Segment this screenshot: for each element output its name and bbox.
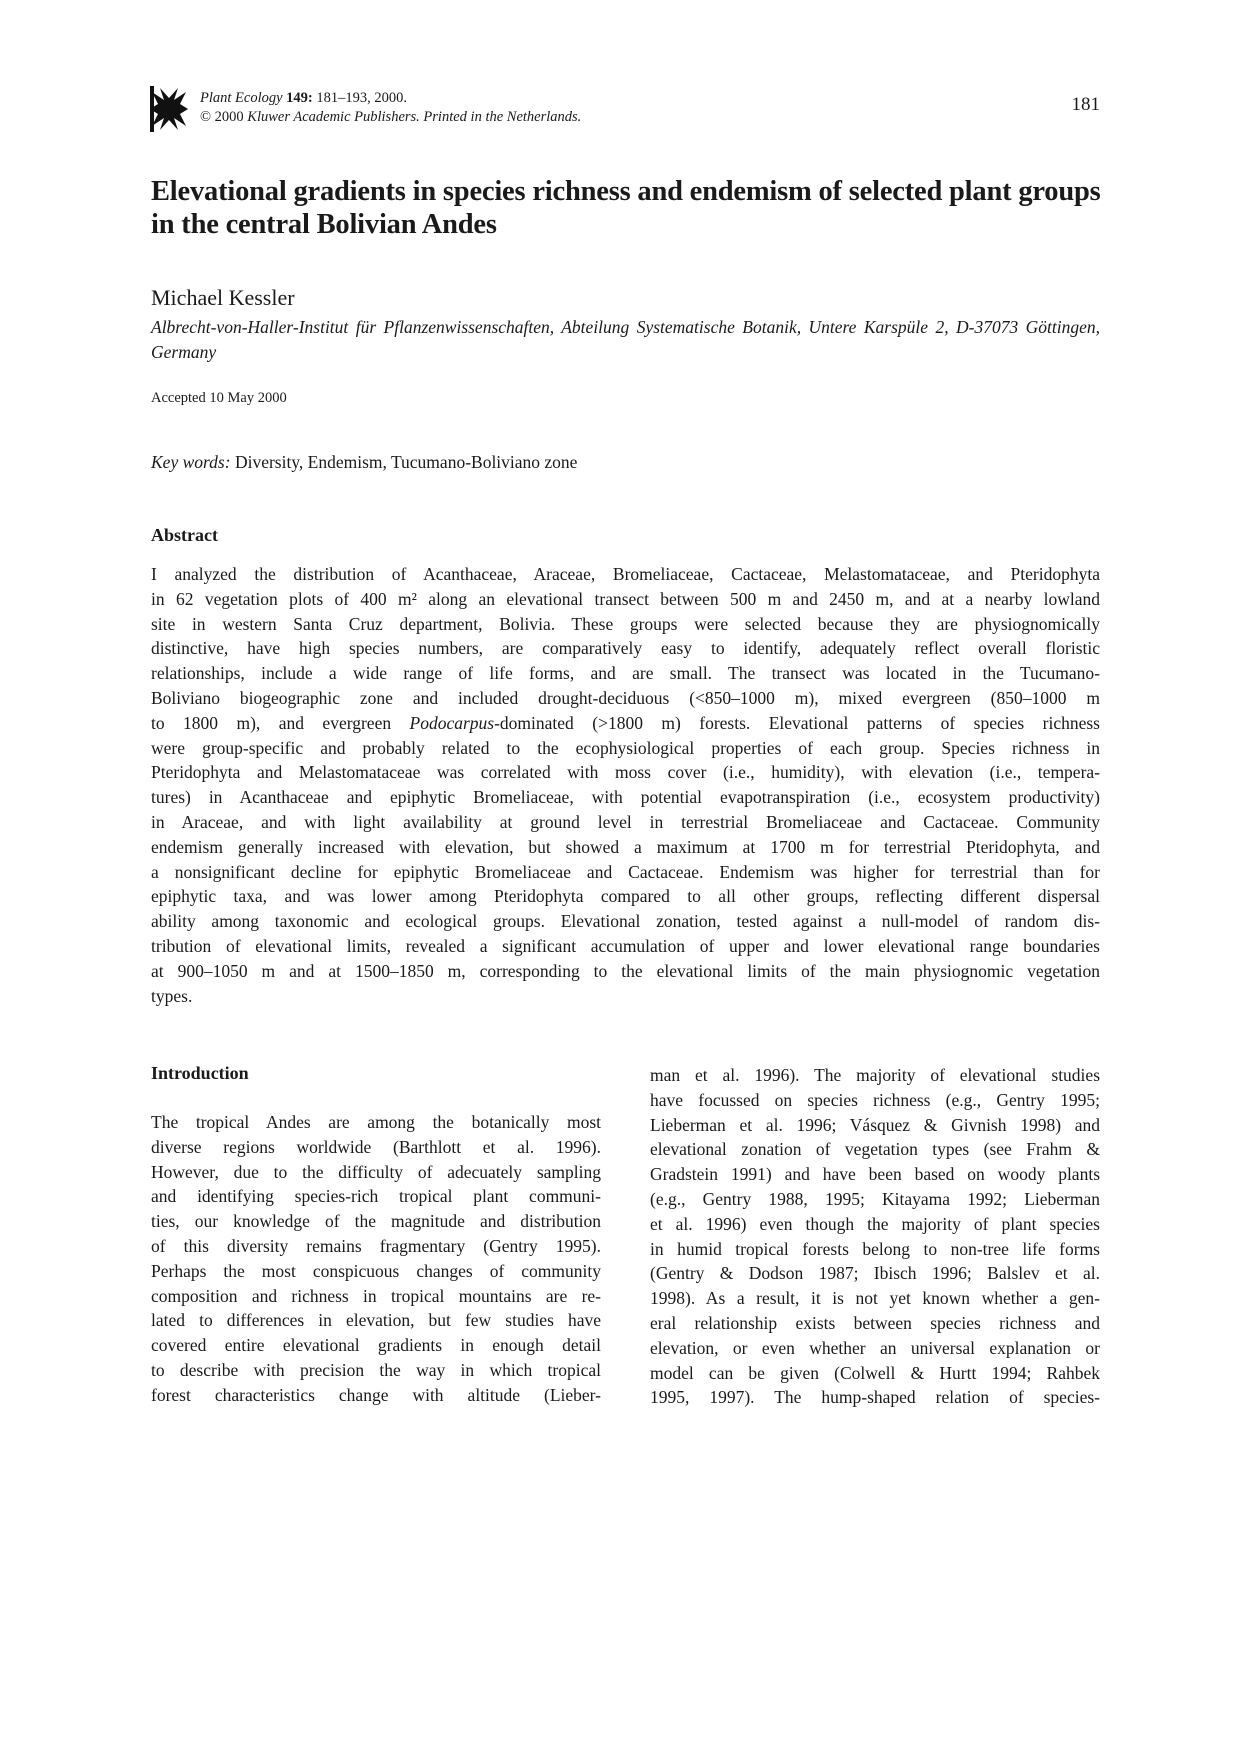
intro-line: elevation, or even whether an universal explanation or [650, 1337, 1100, 1358]
journal-volume: 149: [286, 90, 313, 106]
journal-name: Plant Ecology [200, 90, 283, 106]
publisher-name: Kluwer Academic Publishers. [247, 109, 420, 125]
abstract-line: epiphytic taxa, and was lower among Pteridophyta compared to all other groups, reflecting different dispersal [151, 886, 1100, 907]
intro-line: et al. 1996) even though the majority of plant species [650, 1213, 1100, 1234]
intro-line: The tropical Andes are among the botanically most [151, 1112, 601, 1132]
intro-line: model can be given (Colwell & Hurtt 1994; Rahbek [650, 1362, 1100, 1383]
intro-line: forest characteristics change with altitude (Lieber- [151, 1384, 601, 1405]
journal-pages: 181–193, 2000. [316, 90, 408, 106]
intro-line: (Gentry & Dodson 1987; Ibisch 1996; Balslev et al. [650, 1263, 1100, 1284]
abstract-line: in 62 vegetation plots of 400 m² along an elevational transect between 500 m and 2450 m, and at a nearby lowland [151, 588, 1100, 609]
abstract-line: tribution of elevational limits, revealed a significant accumulation of upper and lower elevational range boundaries [151, 935, 1100, 956]
abstract-line: I analyzed the distribution of Acanthaceae, Araceae, Bromeliaceae, Cactaceae, Melastomataceae, and Pteridophyta [151, 564, 1100, 584]
page-number: 181 [1071, 94, 1100, 115]
intro-line: covered entire elevational gradients in enough detail [151, 1335, 601, 1356]
keywords-text: Diversity, Endemism, Tucumano-Boliviano zone [230, 452, 578, 472]
abstract-line: tures) in Acanthaceae and epiphytic Bromeliaceae, with potential evapotranspiration (i.e., ecosystem productivity) [151, 787, 1100, 808]
intro-line: to describe with precision the way in which tropical [151, 1359, 601, 1380]
introduction-heading: Introduction [151, 1063, 249, 1083]
intro-line: man et al. 1996). The majority of elevational studies [650, 1065, 1100, 1085]
abstract-line: in Araceae, and with light availability at ground level in terrestrial Bromeliaceae and Cactaceae. Community [151, 811, 1100, 832]
keywords [151, 452, 577, 473]
intro-line: (e.g., Gentry 1988, 1995; Kitayama 1992; Lieberman [650, 1188, 1100, 1209]
abstract-line: Boliviano biogeographic zone and included drought-deciduous (<850–1000 m), mixed evergreen (850–1000 m [151, 687, 1100, 708]
intro-line: Gradstein 1991) and have been based on woody plants [650, 1164, 1100, 1185]
intro-line: composition and richness in tropical mountains are re- [151, 1285, 601, 1306]
abstract-line: at 900–1050 m and at 1500–1850 m, corresponding to the elevational limits of the main physiognomic vegetation [151, 960, 1100, 981]
author-name: Michael Kessler [151, 285, 295, 310]
abstract-body [151, 562, 1100, 1008]
abstract-line: distinctive, have high species numbers, are comparatively easy to identify, adequately reflect overall floristic [151, 638, 1100, 659]
intro-line: Lieberman et al. 1996; Vásquez & Givnish 1998) and [650, 1114, 1100, 1135]
journal-line-2 [200, 108, 581, 127]
author-affiliation: Albrecht-von-Haller-Institut für Pflanzenwissenschaften, Abteilung Systematische Botanik, Untere Karspüle 2, D-37073 Göttingen, Germany [151, 317, 1100, 362]
abstract-line: endemism generally increased with elevation, but showed a maximum at 1700 m for terrestrial Pteridophyta, and [151, 836, 1100, 857]
paper-title: Elevational gradients in species richness and endemism of selected plant groups in the central Bolivian Andes [151, 176, 1101, 240]
intro-line: ties, our knowledge of the magnitude and distribution [151, 1211, 601, 1232]
copyright: © 2000 [200, 109, 244, 125]
abstract-line: a nonsignificant decline for epiphytic Bromeliaceae and Cactaceae. Endemism was higher for terrestrial than for [151, 861, 1100, 882]
journal-citation [200, 89, 581, 127]
intro-line: in humid tropical forests belong to non-tree life forms [650, 1238, 1100, 1259]
intro-line: and identifying species-rich tropical plant communi- [151, 1186, 601, 1207]
accepted-date: Accepted 10 May 2000 [151, 390, 287, 406]
intro-line: of this diversity remains fragmentary (Gentry 1995). [151, 1235, 601, 1256]
intro-line: elevational zonation of vegetation types (see Frahm & [650, 1139, 1100, 1160]
abstract-line: types. [151, 985, 193, 1006]
keywords-label: Key words: [151, 452, 231, 472]
abstract-line: ability among taxonomic and ecological groups. Elevational zonation, tested against a null-model of random dis- [151, 911, 1100, 932]
intro-line: eral relationship exists between species richness and [650, 1312, 1100, 1333]
publisher-logo-icon [150, 86, 188, 132]
introduction-column-left [151, 1110, 601, 1408]
intro-line: 1995, 1997). The hump-shaped relation of species- [650, 1387, 1100, 1408]
intro-line: Perhaps the most conspicuous changes of community [151, 1260, 601, 1281]
introduction-column-right [650, 1063, 1100, 1410]
intro-line: have focussed on species richness (e.g., Gentry 1995; [650, 1089, 1100, 1110]
intro-line: However, due to the difficulty of adecuately sampling [151, 1161, 601, 1182]
abstract-heading: Abstract [151, 525, 218, 545]
intro-line: lated to differences in elevation, but few studies have [151, 1310, 601, 1331]
intro-line: 1998). As a result, it is not yet known whether a gen- [650, 1288, 1100, 1309]
printed-note: Printed in the Netherlands. [423, 109, 582, 125]
genus-name: Podocarpus [409, 712, 495, 733]
abstract-line: Pteridophyta and Melastomataceae was correlated with moss cover (i.e., humidity), with elevation (i.e., tempera- [151, 762, 1100, 783]
abstract-line: relationships, include a wide range of life forms, and are small. The transect was located in the Tucumano- [151, 663, 1100, 684]
abstract-line: were group-specific and probably related to the ecophysiological properties of each group. Species richness in [151, 737, 1100, 758]
intro-line: diverse regions worldwide (Barthlott et al. 1996). [151, 1136, 601, 1157]
journal-line-1 [200, 89, 581, 108]
abstract-line: to 1800 m), and evergreen Podocarpus-dominated (>1800 m) forests. Elevational patterns of species richness [151, 712, 1100, 733]
abstract-line: site in western Santa Cruz department, Bolivia. These groups were selected because they are physiognomically [151, 613, 1100, 634]
